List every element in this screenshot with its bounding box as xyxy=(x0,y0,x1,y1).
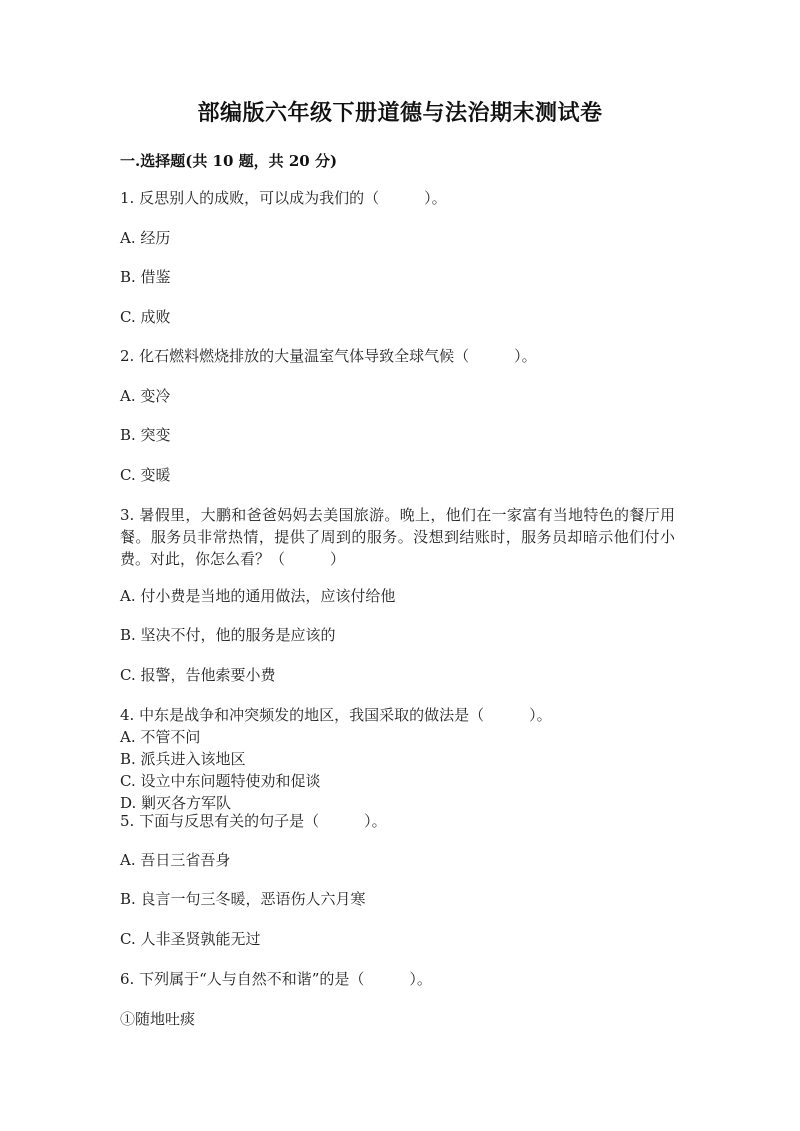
question-4-option-c: C. 设立中东问题特使劝和促谈 xyxy=(120,772,321,790)
question-3-option-b: B. 坚决不付，他的服务是应该的 xyxy=(120,626,336,644)
section-heading: 一.选择题(共 10 题，共 20 分) xyxy=(120,152,338,170)
question-4-option-a: A. 不管不问 xyxy=(120,728,201,746)
question-1-option-a: A. 经历 xyxy=(120,229,171,247)
question-2-option-a: A. 变冷 xyxy=(120,387,171,405)
question-3-option-a: A. 付小费是当地的通用做法，应该付给他 xyxy=(120,587,396,605)
question-1-stem: 1. 反思别人的成败，可以成为我们的（ ）。 xyxy=(120,189,447,207)
question-3-option-c: C. 报警，告他索要小费 xyxy=(120,666,276,684)
question-1-option-c: C. 成败 xyxy=(120,308,171,326)
question-2-option-b: B. 突变 xyxy=(120,426,171,444)
question-2-stem: 2. 化石燃料燃烧排放的大量温室气体导致全球气候（ ）。 xyxy=(120,347,537,365)
question-5-option-b: B. 良言一句三冬暖，恶语伤人六月寒 xyxy=(120,890,366,908)
question-6-item-1: ①随地吐痰 xyxy=(120,1010,196,1028)
question-6-stem: 6. 下列属于“人与自然不和谐”的是（ ）。 xyxy=(120,970,432,988)
question-5-option-a: A. 吾日三省吾身 xyxy=(120,851,231,869)
question-4-stem: 4. 中东是战争和冲突频发的地区，我国采取的做法是（ ）。 xyxy=(120,706,552,724)
page-title: 部编版六年级下册道德与法治期末测试卷 xyxy=(197,100,603,126)
question-5-option-c: C. 人非圣贤孰能无过 xyxy=(120,930,261,948)
question-4-option-b: B. 派兵进入该地区 xyxy=(120,750,246,768)
question-5-stem: 5. 下面与反思有关的句子是（ ）。 xyxy=(120,812,387,830)
question-4-option-d: D. 剿灭各方军队 xyxy=(120,794,232,812)
question-2-option-c: C. 变暖 xyxy=(120,466,171,484)
question-3-stem: 3. 暑假里，大鹏和爸爸妈妈去美国旅游。晚上，他们在一家富有当地特色的餐厅用餐。服务员非常热情，提供了周到的服务。没想到结账时，服务员却暗示他们付小费。对此，你怎么看？（ ） xyxy=(120,506,675,568)
question-1-option-b: B. 借鉴 xyxy=(120,268,171,286)
